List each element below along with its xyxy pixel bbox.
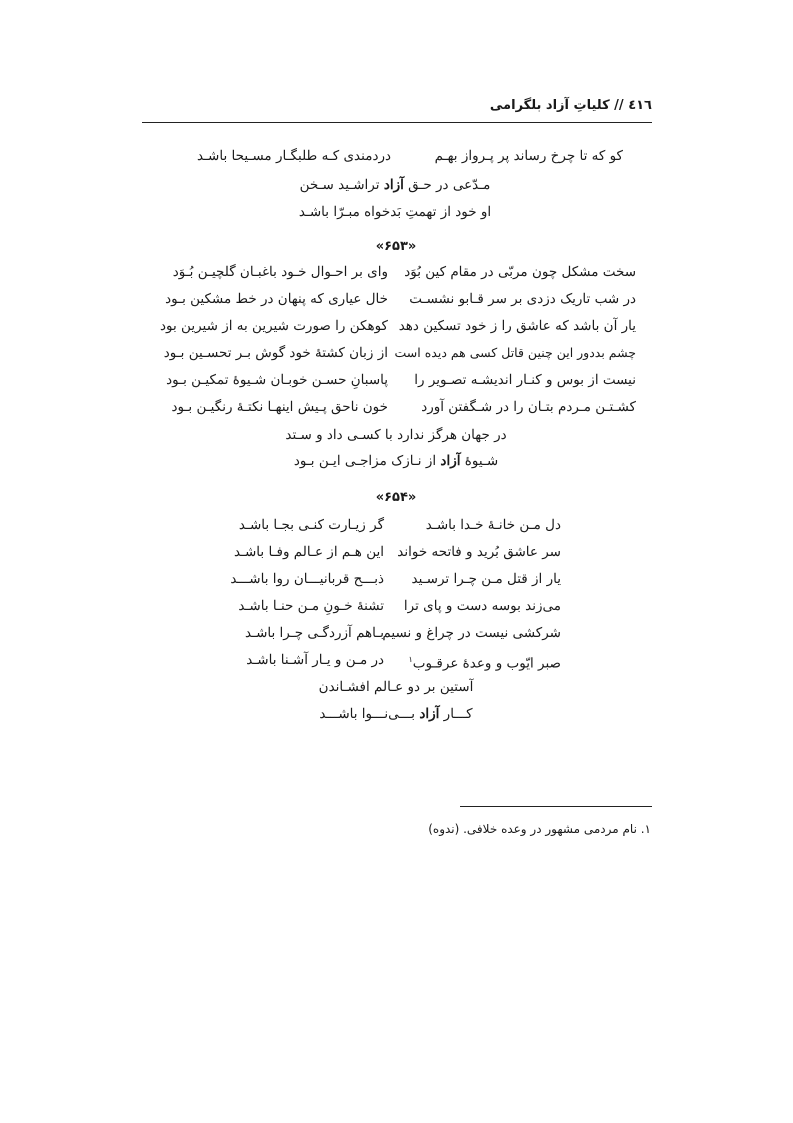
couplet-right: سر عاشق بُرید و فاتحه خواند (397, 544, 561, 560)
couplet-left: از زبان کشتهٔ خود گوش بـر تحسـین بـود (163, 345, 388, 361)
couplet-right: کشـتـن مـردم بتـان را در شـگفتن آورد (421, 399, 636, 415)
top-line2 (300, 175, 491, 195)
footnote-marker: ١ (408, 655, 413, 664)
top-line1-left: دردمندی کـه طلبگـار مسـیحا باشـد (197, 148, 391, 164)
couplet-right: دل مـن خانـهٔ خـدا باشـد (425, 517, 561, 533)
poem-number: «۶۵۴» (375, 490, 417, 505)
couplet-left: گر زیـارت کنـی بجـا باشـد (238, 517, 384, 533)
azad-name: آزاد (440, 453, 461, 469)
closing-post: بـــی‌نـــوا باشـــد (319, 706, 416, 722)
couplet-left: خون ناحق پـیش اینهـا نکتـهٔ رنگیـن بـود (171, 399, 388, 415)
couplet-left: خال عیاری که پنهان در خط مشکین بـود (165, 291, 388, 307)
couplet-right: یار از قتل مـن چـرا ترسـید (411, 571, 561, 587)
couplet-right: می‌زند بوسه دست و پای ترا (403, 598, 561, 614)
running-header (142, 96, 652, 123)
couplet-left: این هـم از عـالم وفـا باشـد (233, 544, 384, 560)
couplet-left: کوهکن را صورت شیرین به از شیرین بود (160, 318, 388, 334)
couplet-left: ذبـــح قربانیـــان روا باشـــد (230, 571, 384, 587)
azad-name: آزاد (383, 177, 404, 193)
couplet-right: شرکشی نیست در چراغ و نسیم (382, 625, 561, 641)
couplet-right: چشم بددور این چنین قاتل کسی هم دیده است (394, 345, 636, 360)
couplet-right (409, 650, 562, 674)
couplet-left: در مـن و یـار آشـنا باشـد (246, 652, 384, 668)
couplet-right-text: صبر ایّوب و وعدهٔ عرقـوب (412, 655, 561, 672)
couplet-right: یار آن باشد که عاشق را ز خود تسکین دهد (398, 318, 636, 334)
top-line3: او خود از تهمتِ بَدخواه مبـرّا باشـد (298, 204, 492, 220)
couplet-left: پاسبانِ حسـن خوبـان شـیوهٔ تمکیـن بـود (166, 372, 388, 388)
top-line2-post: تراشـید سـخن (299, 177, 380, 193)
couplet-right: سخت مشکل چون مربّی در مقام کین بُوَد (404, 264, 636, 280)
top-line2-pre: مـدّعی در حـق (408, 177, 491, 193)
closing-pre: کـــار (443, 706, 473, 722)
couplet-right: در شب تاریک دزدی بر سر قـابو نشسـت (409, 291, 636, 307)
top-line1-right: کو که تا چرخ رساند پر پـرواز بهـم (434, 148, 623, 164)
closing-line-2 (294, 451, 498, 471)
couplet-left: بـاهم آزردگـی چـرا باشـد (245, 625, 384, 641)
poem-number: «۶۵۳» (375, 239, 417, 254)
footnote: ١. نام مردمی مشهور در وعده خلافی. (ندوه) (428, 822, 651, 836)
header-title: ٤١٦ // کلیاتِ آزاد بلگرامی (489, 98, 652, 113)
closing-pre: شـیوهٔ (464, 453, 499, 469)
couplet-right: نیست از بوس و کنـار اندیشـه تصـویر را (414, 372, 636, 388)
closing-line-1: در جهان هرگز ندارد با کسـی داد و سـتد (285, 427, 507, 443)
closing-post: از نـازک مزاجـی ایـن بـود (293, 453, 437, 469)
footnote-divider (460, 806, 652, 807)
couplet-left: تشنهٔ خـونِ مـن حنـا باشـد (238, 598, 384, 614)
couplet-left: وای بر احـوال خـود باغبـان گلچیـن بُـوَد (172, 264, 388, 280)
closing-line-2 (319, 704, 472, 724)
azad-name: آزاد (419, 706, 440, 722)
closing-line-1: آستین بر دو عـالم افشـاندن (318, 679, 474, 695)
